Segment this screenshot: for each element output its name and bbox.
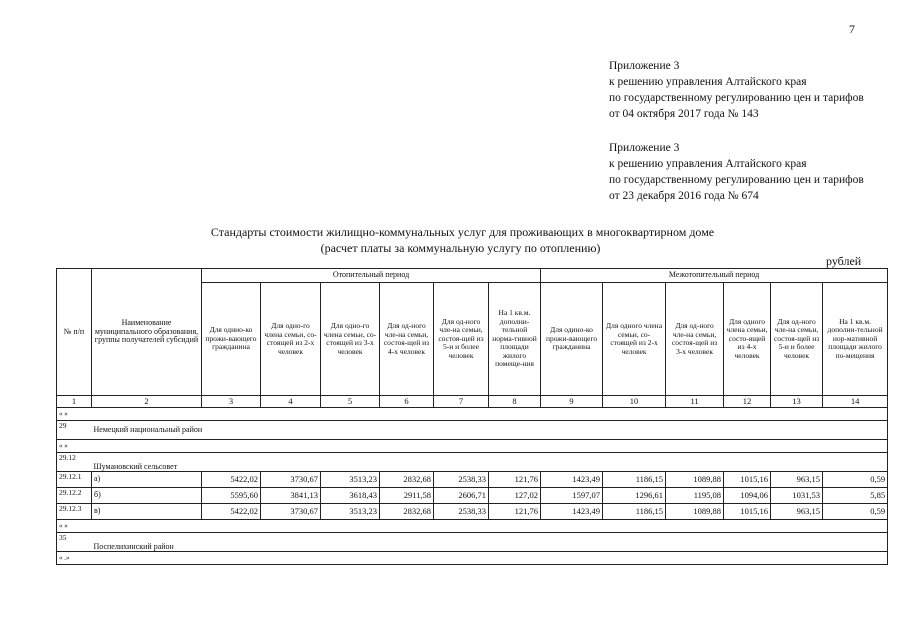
appendix-block-1 (609, 58, 864, 122)
appendix-1-line-4: от 04 октября 2017 года № 143 (609, 108, 759, 120)
column-number: 10 (603, 396, 666, 408)
column-number: 5 (321, 396, 380, 408)
district-name: Поспелихинский район (92, 533, 888, 552)
table-cell: 3513,23 (321, 504, 380, 520)
table-row (57, 472, 888, 488)
omission-row (57, 520, 888, 533)
header-interheating-col: Для одного члена семьи, состо-ящей из 4-х человек (724, 283, 771, 396)
document-title (0, 224, 905, 256)
appendix-1-line-1: Приложение 3 (609, 60, 680, 72)
column-number: 12 (724, 396, 771, 408)
omission-row (57, 440, 888, 453)
row-label: в) (92, 504, 202, 520)
column-number: 6 (380, 396, 434, 408)
omission-marker: « » (57, 408, 888, 421)
table-cell: 0,59 (823, 472, 888, 488)
appendix-2-line-1: Приложение 3 (609, 142, 680, 154)
units-label: рублей (826, 254, 862, 268)
table-cell: 2538,33 (434, 504, 489, 520)
table-cell: 2911,58 (380, 488, 434, 504)
table-row (57, 504, 888, 520)
table-cell: 2832,68 (380, 472, 434, 488)
table-cell: 2606,71 (434, 488, 489, 504)
column-number: 2 (92, 396, 202, 408)
table-cell: 5,85 (823, 488, 888, 504)
row-id: 29.12.2 (57, 488, 92, 504)
column-number: 7 (434, 396, 489, 408)
table-cell: 2538,33 (434, 472, 489, 488)
table-cell: 963,15 (771, 472, 823, 488)
row-id: 29 (57, 421, 92, 440)
omission-row (57, 408, 888, 421)
row-id: 29.12 (57, 453, 92, 472)
table-cell: 5595,60 (202, 488, 261, 504)
table-cell: 5422,02 (202, 472, 261, 488)
header-col-name: Наименование муниципального образования, группы получателей субсидий (92, 269, 202, 396)
row-id: 29.12.1 (57, 472, 92, 488)
table-cell: 1195,08 (666, 488, 724, 504)
row-label: а) (92, 472, 202, 488)
header-interheating-col: Для од-ного чле-на семьи, состоя-щей из 3-х человек (666, 283, 724, 396)
column-number: 1 (57, 396, 92, 408)
table-cell: 3513,23 (321, 472, 380, 488)
column-number: 4 (261, 396, 321, 408)
table-cell: 1015,16 (724, 472, 771, 488)
header-interheating-col: На 1 кв.м. дополни-тельной нор-мативной площади жилого по-мещения (823, 283, 888, 396)
header-interheating-col: Для одного члена семьи, со-стоящей из 2-х человек (603, 283, 666, 396)
omission-marker: « » (57, 440, 888, 453)
table-cell: 1015,16 (724, 504, 771, 520)
title-line-1: Стандарты стоимости жилищно-коммунальных услуг для проживающих в многоквартирном доме (210, 225, 715, 239)
header-heating-period: Отопительный период (202, 269, 541, 283)
column-number: 14 (823, 396, 888, 408)
district-row (57, 533, 888, 552)
row-id: 35 (57, 533, 92, 552)
settlement-row (57, 453, 888, 472)
table-cell: 1089,88 (666, 504, 724, 520)
table-cell: 1089,88 (666, 472, 724, 488)
table-cell: 3841,13 (261, 488, 321, 504)
table-cell: 1423,49 (541, 504, 603, 520)
settlement-name: Шумановский сельсовет (92, 453, 888, 472)
header-row-1 (57, 269, 888, 283)
header-heating-col: Для одно-го члена семьи, со-стоящей из 3-х человек (321, 283, 380, 396)
table-cell: 1186,15 (603, 504, 666, 520)
table-cell: 121,76 (489, 504, 541, 520)
row-id: 29.12.3 (57, 504, 92, 520)
column-number: 9 (541, 396, 603, 408)
appendix-1-line-3: по государственному регулированию цен и тарифов (609, 92, 864, 104)
row-label: б) (92, 488, 202, 504)
table-cell: 3730,67 (261, 504, 321, 520)
column-number: 3 (202, 396, 261, 408)
omission-row (57, 552, 888, 565)
header-heating-col: Для од-ного чле-на семьи, состоя-щей из 4-х человек (380, 283, 434, 396)
header-heating-col: Для одино-ко прожи-вающего гражданина (202, 283, 261, 396)
appendix-2-line-3: по государственному регулированию цен и тарифов (609, 174, 864, 186)
title-line-2: (расчет платы за коммунальную услугу по отоплению) (320, 241, 601, 255)
header-heating-col: Для одно-го члена семьи, со-стоящей из 2-х человек (261, 283, 321, 396)
header-interheating-col: Для одино-ко прожи-вающего гражданина (541, 283, 603, 396)
district-name: Немецкий национальный район (92, 421, 888, 440)
table-cell: 963,15 (771, 504, 823, 520)
table-cell: 5422,02 (202, 504, 261, 520)
appendix-2-line-2: к решению управления Алтайского края (609, 158, 807, 170)
column-number: 11 (666, 396, 724, 408)
header-heating-col: Для од-ного чле-на семьи, состоя-щей из 5-и и более человек (434, 283, 489, 396)
table-cell: 121,76 (489, 472, 541, 488)
header-interheating-col: Для од-ного чле-на семьи, состоя-щей из 5-и и более человек (771, 283, 823, 396)
table-row (57, 488, 888, 504)
omission-marker: « .» (57, 552, 888, 565)
column-number: 8 (489, 396, 541, 408)
column-number-row (57, 396, 888, 408)
district-row (57, 421, 888, 440)
table-cell: 1031,53 (771, 488, 823, 504)
appendix-block-2 (609, 140, 864, 204)
table-cell: 3618,43 (321, 488, 380, 504)
header-col-num: № п/п (57, 269, 92, 396)
appendix-2-line-4: от 23 декабря 2016 года № 674 (609, 190, 759, 202)
header-interheating-period: Межотопительный период (541, 269, 888, 283)
table-cell: 1597,07 (541, 488, 603, 504)
table-cell: 127,02 (489, 488, 541, 504)
omission-marker: « » (57, 520, 888, 533)
table-cell: 1186,15 (603, 472, 666, 488)
table-cell: 1094,06 (724, 488, 771, 504)
header-heating-col: На 1 кв.м. дополни-тельной норма-тивной площади жилого помеще-ния (489, 283, 541, 396)
table-cell: 0,59 (823, 504, 888, 520)
page-number: 7 (849, 22, 855, 36)
table-cell: 1423,49 (541, 472, 603, 488)
column-number: 13 (771, 396, 823, 408)
table-cell: 2832,68 (380, 504, 434, 520)
table-cell: 1296,61 (603, 488, 666, 504)
table-cell: 3730,67 (261, 472, 321, 488)
tariff-table (56, 268, 888, 565)
appendix-1-line-2: к решению управления Алтайского края (609, 76, 807, 88)
